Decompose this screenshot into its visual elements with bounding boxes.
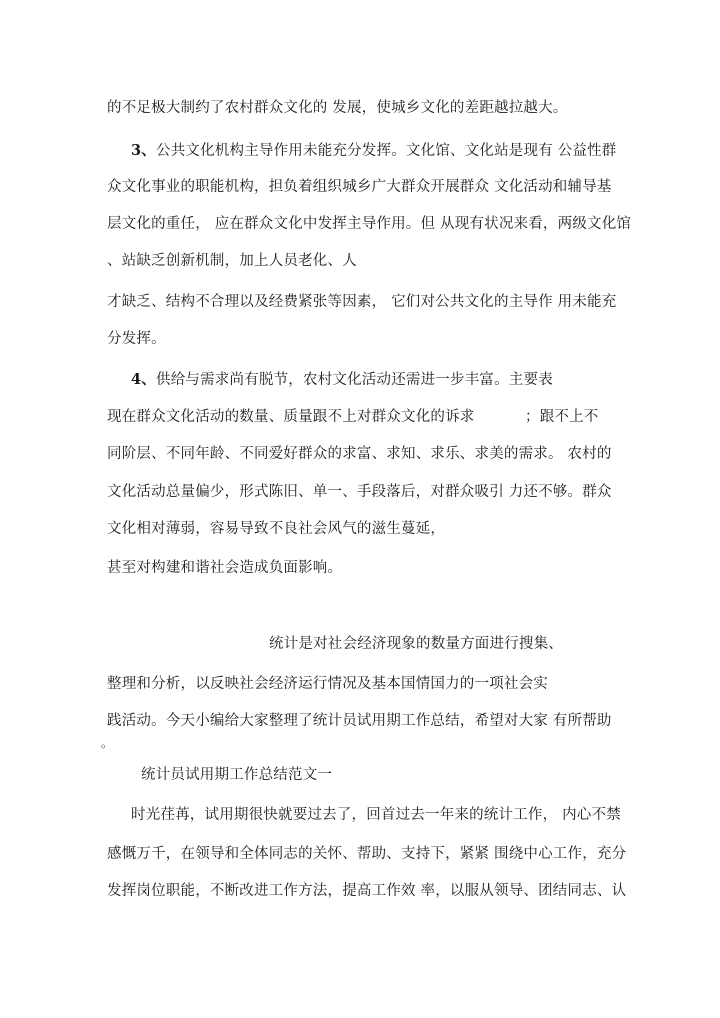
paragraph-line: 发挥岗位职能，不断改进工作方法，提高工作效 率，以服从领导、团结同志、认 [107,883,627,899]
paragraph-line: 统计是对社会经济现象的数量方面进行搜集、 [269,636,563,652]
paragraph-line: 现在群众文化活动的数量、质量跟不上对群众文化的诉求 [107,409,475,425]
paragraph-line: 分发挥。 [107,331,166,347]
paragraph-line: 才缺乏、结构不合理以及经费紧张等因素， 它们对公共文化的主导作 用未能充 [107,294,617,310]
list-item-3 [131,141,617,161]
paragraph-line: 甚至对构建和谐社会造成负面影响。 [107,560,343,576]
paragraph-line: 文化相对薄弱，容易导致不良社会风气的滋生蔓延， [107,521,446,537]
list-item-4 [131,370,553,390]
section-title: 统计员试用期工作总结范文一 [141,767,333,783]
paragraph-line: 供给与需求尚有脱节，农村文化活动还需进一步丰富。主要表 [156,372,553,388]
paragraph-line: 层文化的重任， 应在群众文化中发挥主导作用。但 从现有状况来看，两级文化馆 [107,216,632,232]
paragraph-line: 感慨万千，在领导和全体同志的关怀、帮助、支持下，紧紧 围绕中心工作，充分 [107,846,627,862]
paragraph-line: ；跟不上不 [525,409,599,425]
list-number: 4、 [131,371,156,388]
paragraph-line: 、站缺乏创新机制，加上人员老化、人 [107,253,357,269]
paragraph-line: 同阶层、不同年龄、不同爱好群众的求富、求知、求乐、求美的需求。 农村的 [107,446,612,462]
paragraph-line: 践活动。今天小编给大家整理了统计员试用期工作总结，希望对大家 有所帮助 [107,713,612,729]
list-number: 3、 [131,142,156,159]
paragraph-line: 的不足极大制约了农村群众文化的 发展，使城乡文化的差距越拉越大。 [107,100,568,116]
paragraph-line: 公共文化机构主导作用未能充分发挥。文化馆、文化站是现有 公益性群 [156,143,617,159]
paragraph-line: 时光荏苒，试用期很快就要过去了，回首过去一年来的统计工作， 内心不禁 [131,807,621,823]
trailing-period: 。 [101,736,114,750]
paragraph-line: 文化活动总量偏少，形式陈旧、单一、手段落后，对群众吸引 力还不够。群众 [107,484,612,500]
paragraph-line: 整理和分析，以反映社会经济运行情况及基本国情国力的一项社会实 [107,676,548,692]
paragraph-line: 众文化事业的职能机构，担负着组织城乡广大群众开展群众 文化活动和辅导基 [107,179,612,195]
